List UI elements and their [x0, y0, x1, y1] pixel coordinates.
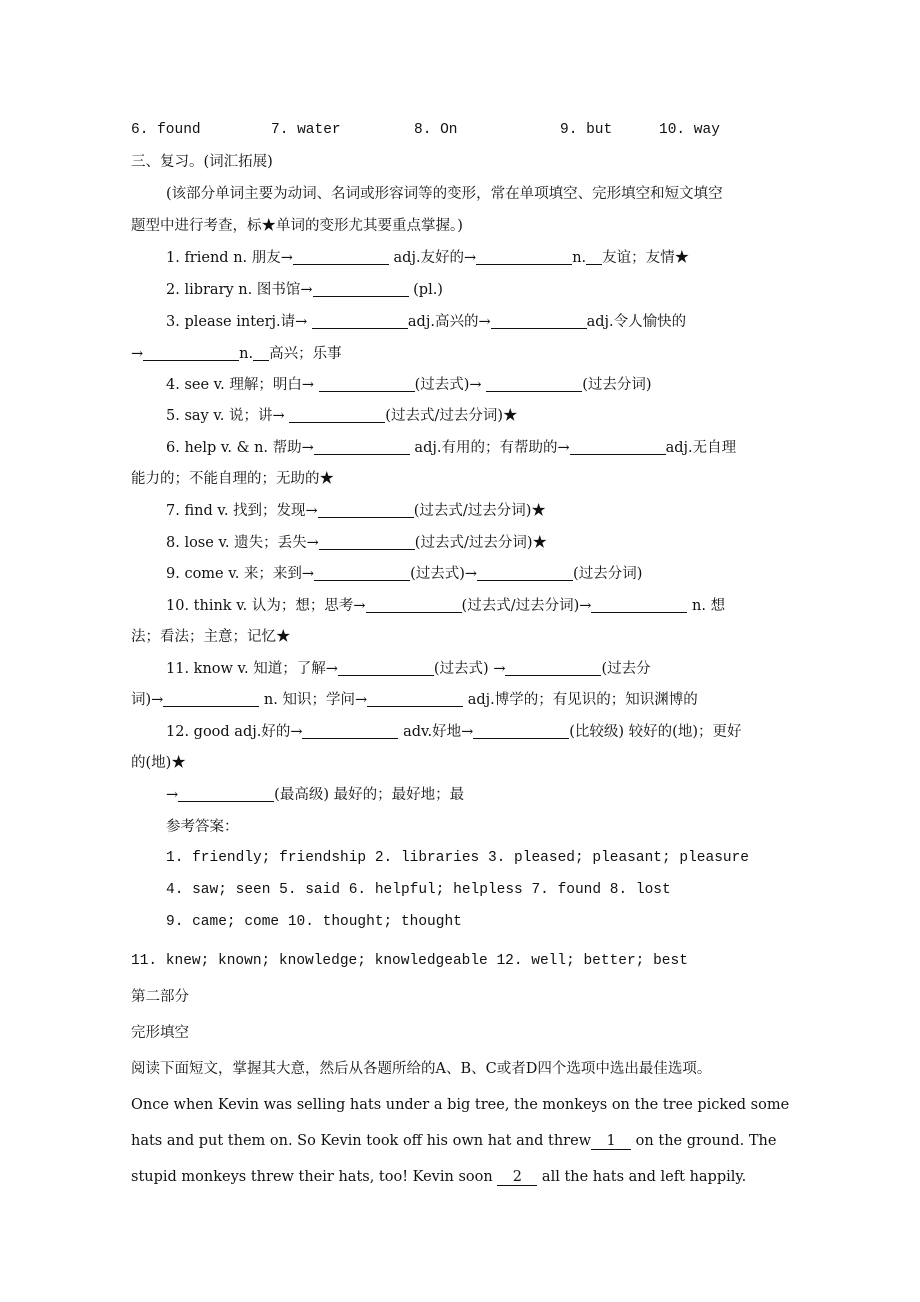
cloze-blank-2[interactable]: 2	[497, 1169, 537, 1186]
vocab-item-10	[166, 596, 725, 616]
answer-key-line: 4. saw; seen 5. said 6. helpful; helpless 7. found 8. lost	[166, 882, 671, 898]
vocab-item-6-cont: 能力的；不能自理的；无助的★	[131, 471, 334, 487]
item-text: 5. say v. 说；讲→	[166, 408, 290, 424]
answer-blank[interactable]	[476, 249, 572, 265]
top-answer-8: 8. On	[414, 122, 458, 138]
item-text: (过去式) →	[433, 661, 506, 677]
answer-blank[interactable]	[319, 376, 415, 392]
item-text: 8. lose v. 遗失；丢失→	[166, 535, 319, 551]
item-text: adj.高兴的→	[407, 314, 491, 330]
answer-blank[interactable]	[253, 345, 269, 361]
vocab-item-12	[166, 722, 742, 742]
section3-intro-line2: 题型中进行考查，标★单词的变形尤其要重点掌握。)	[131, 218, 463, 234]
item-text: →	[131, 346, 144, 362]
passage-text: hats and put them on. So Kevin took off his own hat and threw	[131, 1133, 592, 1149]
passage-line-3	[131, 1167, 746, 1187]
answer-blank[interactable]	[293, 249, 389, 265]
item-text: →	[166, 787, 179, 803]
item-text: (比较级) 较好的(地)；更好	[569, 724, 742, 740]
answer-blank[interactable]	[473, 723, 569, 739]
answer-blank[interactable]	[314, 565, 410, 581]
top-answer-7: 7. water	[271, 122, 341, 138]
item-text: (过去分词)	[573, 566, 643, 582]
item-text: (过去分词)	[582, 377, 652, 393]
answer-blank[interactable]	[143, 345, 239, 361]
top-answer-6: 6. found	[131, 122, 201, 138]
item-text: 11. know v. 知道；了解→	[166, 661, 338, 677]
item-text: (过去式/过去分词)★	[414, 535, 547, 551]
passage-line-1: Once when Kevin was selling hats under a big tree, the monkeys on the tree picked some	[131, 1097, 790, 1113]
section3-heading: 三、复习。(词汇拓展)	[131, 154, 273, 170]
answer-blank[interactable]	[491, 313, 587, 329]
item-text: (过去式)→	[414, 377, 487, 393]
item-text: (过去分	[601, 661, 651, 677]
item-text: (过去式/过去分词)★	[385, 408, 518, 424]
top-answer-9: 9. but	[560, 122, 613, 138]
answer-key-line: 1. friendly; friendship 2. libraries 3. pleased; pleasant; pleasure	[166, 850, 749, 866]
item-text: n.	[239, 346, 254, 362]
answer-key-line: 11. knew; known; knowledge; knowledgeable 12. well; better; best	[131, 953, 688, 969]
answer-blank[interactable]	[570, 439, 666, 455]
passage-line-2	[131, 1131, 776, 1151]
item-text: n. 想	[687, 598, 726, 614]
vocab-item-3-cont	[131, 344, 342, 364]
item-text: adv.好地→	[398, 724, 474, 740]
part2-title: 第二部分	[131, 989, 189, 1005]
vocab-item-12-cont: 的(地)★	[131, 755, 186, 771]
answer-blank[interactable]	[313, 281, 409, 297]
answer-blank[interactable]	[366, 597, 462, 613]
part2-subtitle: 完形填空	[131, 1025, 189, 1041]
vocab-item-7	[166, 501, 546, 521]
vocab-item-1	[166, 248, 689, 268]
vocab-item-2	[166, 280, 443, 300]
section3-intro-line1: (该部分单词主要为动词、名词或形容词等的变形，常在单项填空、完形填空和短文填空	[166, 186, 723, 202]
answer-blank[interactable]	[505, 660, 601, 676]
item-text: adj.有用的；有帮助的→	[409, 440, 570, 456]
passage-text: on the ground. The	[631, 1133, 777, 1149]
answer-blank[interactable]	[367, 691, 463, 707]
item-text: 2. library n. 图书馆→	[166, 282, 313, 298]
top-answer-10: 10. way	[659, 122, 720, 138]
item-text: n.	[572, 250, 587, 266]
answer-blank[interactable]	[312, 313, 408, 329]
cloze-blank-1[interactable]: 1	[591, 1133, 631, 1150]
item-text: (过去式/过去分词)★	[413, 503, 546, 519]
answer-blank[interactable]	[302, 723, 398, 739]
part2-instruction: 阅读下面短文，掌握其大意，然后从各题所给的A、B、C或者D四个选项中选出最佳选项。	[131, 1061, 712, 1077]
vocab-item-11	[166, 659, 651, 679]
vocab-item-4	[166, 375, 652, 395]
item-text: adj.令人愉快的	[586, 314, 687, 330]
item-text: 7. find v. 找到；发现→	[166, 503, 318, 519]
item-text: 友谊；友情★	[602, 250, 690, 266]
vocab-item-12-cont2	[166, 785, 464, 805]
item-text: 3. please interj.请→	[166, 314, 312, 330]
vocab-item-8	[166, 533, 547, 553]
answer-blank[interactable]	[178, 786, 274, 802]
answer-key-heading: 参考答案：	[166, 819, 239, 835]
item-text: (过去式/过去分词)→	[461, 598, 592, 614]
answer-blank[interactable]	[289, 407, 385, 423]
item-text: 6. help v. & n. 帮助→	[166, 440, 314, 456]
item-text: 12. good adj.好的→	[166, 724, 303, 740]
item-text: 高兴；乐事	[269, 346, 342, 362]
item-text: 10. think v. 认为；想；思考→	[166, 598, 366, 614]
item-text: (过去式)→	[410, 566, 478, 582]
item-text: (pl.)	[408, 282, 443, 298]
item-text: 4. see v. 理解；明白→	[166, 377, 319, 393]
item-text: n. 知识；学问→	[259, 692, 368, 708]
vocab-item-5	[166, 406, 517, 426]
answer-blank[interactable]	[591, 597, 687, 613]
vocab-item-9	[166, 564, 642, 584]
answer-blank[interactable]	[486, 376, 582, 392]
answer-blank[interactable]	[477, 565, 573, 581]
item-text: adj.无自理	[665, 440, 737, 456]
item-text: 9. come v. 来；来到→	[166, 566, 315, 582]
answer-blank[interactable]	[318, 502, 414, 518]
passage-text: stupid monkeys threw their hats, too! Kevin soon	[131, 1169, 498, 1185]
answer-blank[interactable]	[586, 249, 602, 265]
item-text: adj.友好的→	[388, 250, 477, 266]
passage-text: all the hats and left happily.	[537, 1169, 747, 1185]
item-text: (最高级) 最好的；最好地；最	[274, 787, 465, 803]
answer-blank[interactable]	[163, 691, 259, 707]
answer-blank[interactable]	[314, 439, 410, 455]
item-text: adj.博学的；有见识的；知识渊博的	[463, 692, 698, 708]
vocab-item-10-cont: 法；看法；主意；记忆★	[131, 629, 291, 645]
answer-key-line: 9. came; come 10. thought; thought	[166, 914, 462, 930]
vocab-item-11-cont	[131, 690, 698, 710]
answer-blank[interactable]	[319, 534, 415, 550]
item-text: 1. friend n. 朋友→	[166, 250, 293, 266]
item-text: 词)→	[131, 692, 164, 708]
vocab-item-6	[166, 438, 736, 458]
vocab-item-3	[166, 312, 686, 332]
answer-blank[interactable]	[338, 660, 434, 676]
